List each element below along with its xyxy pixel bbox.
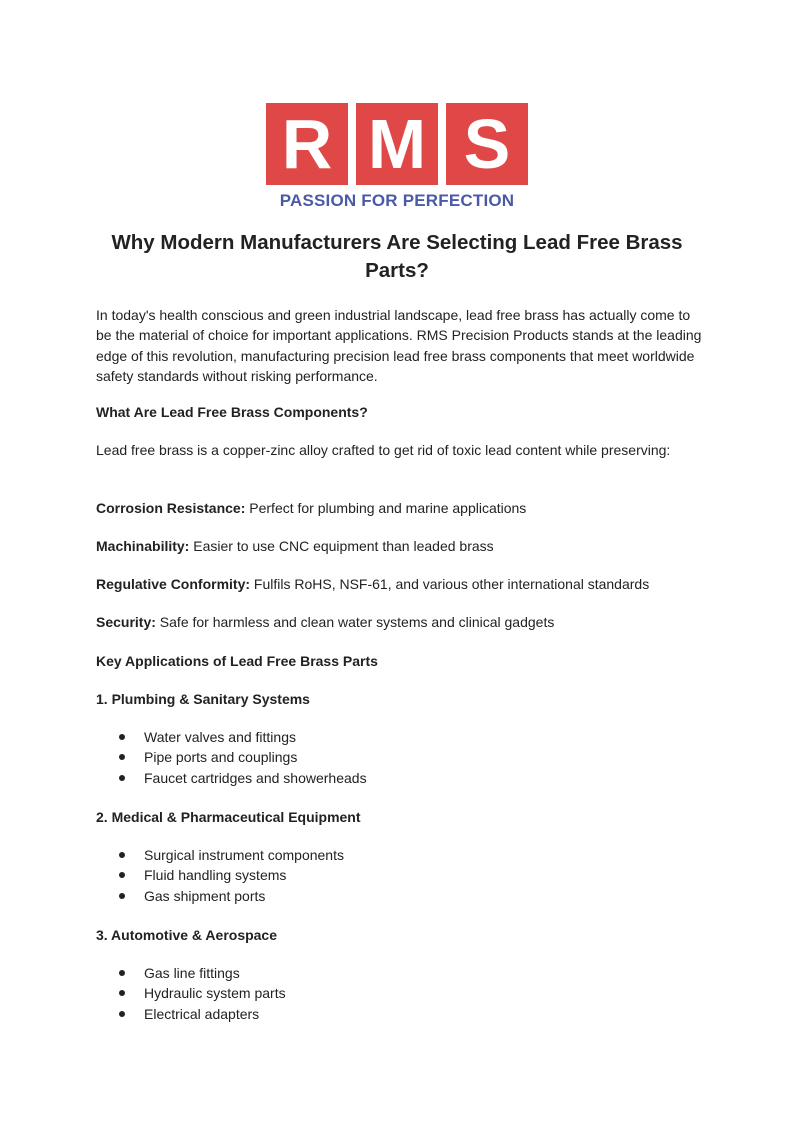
list-item bbox=[96, 747, 696, 767]
list-item bbox=[96, 865, 696, 885]
logo-letter-r: R bbox=[266, 103, 348, 185]
feature-regulative-conformity bbox=[96, 574, 704, 594]
bullet-list-automotive bbox=[96, 963, 696, 1024]
bullet-icon bbox=[119, 872, 125, 878]
logo-letter-m: M bbox=[356, 103, 438, 185]
list-item-text: Pipe ports and couplings bbox=[144, 749, 298, 766]
feature-text: Easier to use CNC equipment than leaded brass bbox=[189, 538, 494, 554]
list-item bbox=[96, 727, 696, 747]
list-item-text: Faucet cartridges and showerheads bbox=[144, 769, 367, 786]
section-lead-paragraph: Lead free brass is a copper-zinc alloy crafted to get rid of toxic lead content while preserving: bbox=[96, 442, 671, 458]
list-item-text: Fluid handling systems bbox=[144, 867, 287, 884]
bullet-icon bbox=[119, 852, 125, 858]
list-item-text: Hydraulic system parts bbox=[144, 985, 286, 1002]
list-item-text: Gas line fittings bbox=[144, 965, 240, 981]
logo-tagline: PASSION FOR PERFECTION bbox=[279, 191, 515, 210]
bullet-icon bbox=[119, 893, 125, 899]
list-item bbox=[96, 768, 696, 788]
group-heading-plumbing: 1. Plumbing & Sanitary Systems bbox=[96, 691, 310, 707]
page-title: Why Modern Manufacturers Are Selecting Lead Free Brass Parts? bbox=[111, 231, 683, 282]
feature-security bbox=[96, 612, 704, 632]
intro-paragraph: In today's health conscious and green industrial landscape, lead free brass has actually come to be the material of choice for important applications. RMS Precision Products stands at the leading edge of this revolution, manufacturing precision lead free brass components that meet worldwide safety standards without risking performance. bbox=[96, 307, 702, 384]
logo-letter-s: S bbox=[446, 103, 528, 185]
bullet-list-medical bbox=[96, 845, 696, 906]
feature-text: Perfect for plumbing and marine applications bbox=[245, 500, 527, 516]
feature-machinability bbox=[96, 536, 704, 556]
feature-text: Fulfils RoHS, NSF-61, and various other international standards bbox=[250, 576, 650, 592]
feature-corrosion-resistance bbox=[96, 498, 704, 518]
list-item bbox=[96, 963, 696, 983]
feature-label: Regulative Conformity: bbox=[96, 576, 251, 592]
feature-label: Security: bbox=[96, 614, 156, 630]
list-item-text: Electrical adapters bbox=[144, 1005, 260, 1022]
list-item bbox=[96, 983, 696, 1003]
group-heading-medical: 2. Medical & Pharmaceutical Equipment bbox=[96, 809, 361, 825]
bullet-icon bbox=[119, 775, 125, 781]
bullet-icon bbox=[119, 754, 125, 760]
feature-text: Safe for harmless and clean water systems and clinical gadgets bbox=[155, 614, 555, 630]
bullet-icon bbox=[119, 1011, 125, 1017]
bullet-icon bbox=[119, 990, 125, 996]
bullet-list-plumbing bbox=[96, 727, 696, 788]
rms-logo bbox=[266, 101, 528, 213]
section-heading-applications: Key Applications of Lead Free Brass Parts bbox=[96, 653, 378, 669]
feature-label: Machinability: bbox=[96, 538, 190, 554]
list-item-text: Gas shipment ports bbox=[144, 887, 266, 904]
bullet-icon bbox=[119, 734, 125, 740]
list-item-text: Surgical instrument components bbox=[144, 847, 344, 863]
group-heading-automotive: 3. Automotive & Aerospace bbox=[96, 927, 278, 943]
bullet-icon bbox=[119, 970, 125, 976]
list-item bbox=[96, 886, 696, 906]
list-item-text: Water valves and fittings bbox=[144, 729, 296, 745]
list-item bbox=[96, 1004, 696, 1024]
feature-label: Corrosion Resistance: bbox=[96, 500, 246, 516]
list-item bbox=[96, 845, 696, 865]
section-heading-components: What Are Lead Free Brass Components? bbox=[96, 404, 368, 420]
